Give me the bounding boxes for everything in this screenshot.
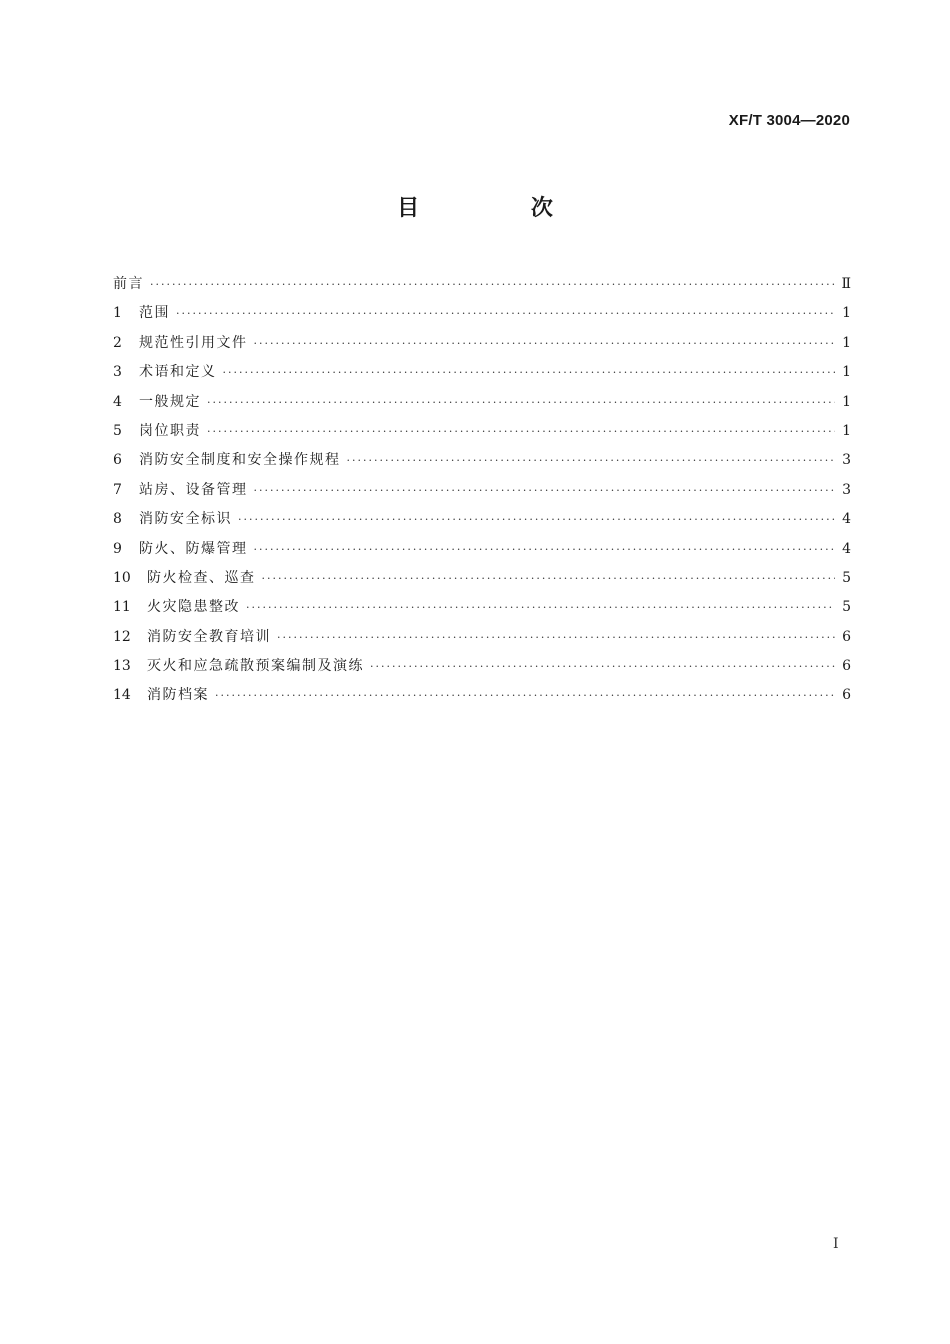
toc-entry-label: 前言 — [113, 276, 144, 292]
toc-entry-number: 3 — [113, 364, 122, 381]
toc-entry-label: 一般规定 — [139, 393, 201, 410]
toc-entry-page: 6 — [842, 687, 851, 704]
standard-number: XF/T 3004—2020 — [728, 112, 850, 129]
toc-entry-label: 范围 — [139, 305, 170, 322]
toc-entry-label: 术语和定义 — [139, 364, 217, 381]
toc-leader-dots — [150, 270, 835, 299]
toc-entry-12[interactable] — [113, 623, 851, 652]
toc-entry-9[interactable] — [113, 535, 851, 564]
toc-entry-page: 4 — [842, 511, 851, 528]
toc-entry-number: 11 — [113, 599, 131, 616]
toc-entry-page: 6 — [842, 658, 851, 675]
toc-entry-label: 灭火和应急疏散预案编制及演练 — [147, 658, 364, 675]
toc-entry-page: 1 — [842, 393, 851, 410]
toc-entry-label: 岗位职责 — [139, 422, 201, 439]
toc-leader-dots — [254, 329, 836, 358]
page-number: Ⅰ — [833, 1236, 839, 1252]
toc-entry-label: 消防安全教育培训 — [147, 628, 271, 645]
toc-leader-dots — [246, 593, 835, 622]
toc-entry-page: 1 — [842, 364, 851, 381]
toc-entry-10[interactable] — [113, 564, 851, 593]
toc-entry-label: 消防档案 — [147, 687, 209, 704]
toc-entry-page: 1 — [842, 334, 851, 351]
toc-entry-page: 3 — [842, 452, 851, 469]
toc-entry-5[interactable] — [113, 417, 851, 446]
toc-entry-number: 2 — [113, 334, 122, 351]
toc-entry-page: 6 — [842, 628, 851, 645]
toc-entry-label: 防火、防爆管理 — [139, 540, 248, 557]
toc-leader-dots — [277, 623, 835, 652]
toc-entry-number: 14 — [113, 687, 131, 704]
toc-leader-dots — [254, 476, 836, 505]
toc-entry-page: Ⅱ — [841, 276, 851, 292]
toc-entry-number: 9 — [113, 540, 122, 557]
toc-entry-label: 规范性引用文件 — [139, 334, 248, 351]
toc-entry-number: 12 — [113, 628, 131, 645]
toc-entry-4[interactable] — [113, 388, 851, 417]
toc-leader-dots — [238, 505, 835, 534]
toc-leader-dots — [223, 358, 836, 387]
toc-entry-number: 10 — [113, 569, 131, 586]
toc-entry-page: 3 — [842, 481, 851, 498]
toc-leader-dots — [207, 388, 835, 417]
toc-entry-14[interactable] — [113, 681, 851, 710]
toc-leader-dots — [262, 564, 836, 593]
toc-entry-13[interactable] — [113, 652, 851, 681]
toc-entry-1[interactable] — [113, 299, 851, 328]
toc-entry-number: 6 — [113, 452, 122, 469]
toc-entry-foreword[interactable] — [113, 270, 851, 299]
toc-entry-label: 消防安全标识 — [139, 511, 232, 528]
toc-entry-number: 5 — [113, 422, 122, 439]
toc-entry-7[interactable] — [113, 476, 851, 505]
toc-entry-label: 防火检查、巡查 — [147, 569, 256, 586]
toc-entry-number: 7 — [113, 481, 122, 498]
toc-leader-dots — [207, 417, 835, 446]
toc-entry-label: 消防安全制度和安全操作规程 — [139, 452, 341, 469]
toc-leader-dots — [370, 652, 835, 681]
toc-entry-label: 火灾隐患整改 — [147, 599, 240, 616]
toc-entry-number: 1 — [113, 305, 122, 322]
toc-leader-dots — [176, 299, 835, 328]
toc-entry-page: 4 — [842, 540, 851, 557]
toc-entry-11[interactable] — [113, 593, 851, 622]
toc-leader-dots — [254, 535, 836, 564]
toc-leader-dots — [215, 681, 835, 710]
toc-entry-8[interactable] — [113, 505, 851, 534]
toc-entry-number: 13 — [113, 658, 131, 675]
toc-entry-page: 1 — [842, 422, 851, 439]
toc-entry-number: 8 — [113, 511, 122, 528]
toc-entry-page: 1 — [842, 305, 851, 322]
table-of-contents — [113, 270, 851, 711]
toc-entry-number: 4 — [113, 393, 122, 410]
toc-entry-page: 5 — [842, 569, 851, 586]
toc-leader-dots — [347, 446, 836, 475]
toc-entry-3[interactable] — [113, 358, 851, 387]
toc-entry-label: 站房、设备管理 — [139, 481, 248, 498]
toc-entry-page: 5 — [842, 599, 851, 616]
toc-entry-2[interactable] — [113, 329, 851, 358]
page-title: 目 次 — [397, 196, 605, 221]
toc-entry-6[interactable] — [113, 446, 851, 475]
